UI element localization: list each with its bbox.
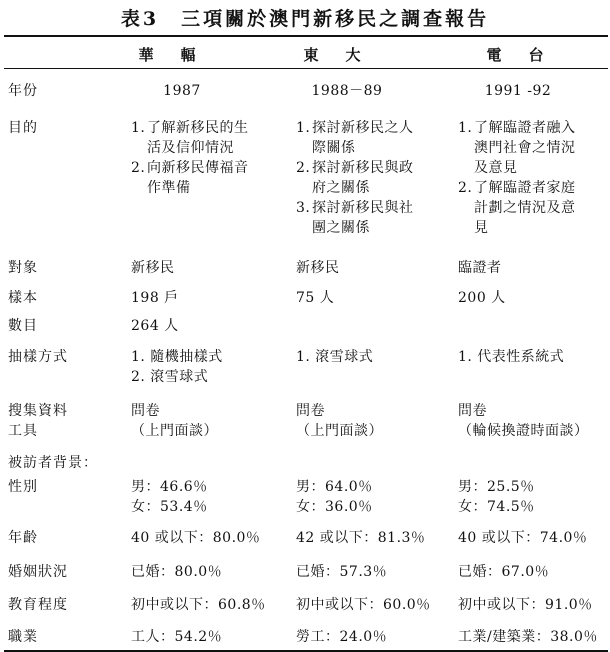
sample-huafu: 198 戶: [131, 290, 179, 306]
row-label-marital: 婚姻狀況: [8, 564, 68, 580]
year-dongda: 1988－89: [311, 83, 383, 99]
row-label-tool: 搜集資料 工具: [8, 403, 68, 439]
sampling-huafu: 1. 隨機抽樣式 2. 滾雪球式: [131, 349, 223, 385]
top-rule: [4, 35, 608, 37]
age-diantai: 40 或以下：74.0％: [458, 530, 588, 546]
column-header-dongda: 東 大: [303, 46, 367, 64]
item-text-line: 際關係: [312, 140, 356, 156]
sample-diantai: 200 人: [458, 290, 506, 306]
gender-diantai: 男：25.5％ 女：74.5％: [458, 479, 535, 515]
education-huafu: 初中或以下：60.8％: [131, 597, 266, 613]
item-text-line: 探討新移民與社: [312, 200, 414, 216]
education-diantai: 初中或以下：91.0％: [458, 597, 593, 613]
item-text-line: 了解臨證者融入: [474, 120, 576, 136]
marital-huafu: 已婚：80.0％: [131, 564, 223, 580]
tool-dongda: 問卷 （上門面談）: [296, 403, 383, 439]
item-text-line: 府之關係: [312, 180, 370, 196]
column-header-diantai: 電 台: [486, 46, 550, 64]
item-number: 2.: [458, 180, 473, 196]
row-label-gender: 性別: [8, 479, 38, 495]
purpose-item: [296, 198, 414, 238]
gender-huafu: 男：46.6％ 女：53.4％: [131, 479, 208, 515]
row-label-subject: 對象: [8, 260, 38, 276]
item-number: 3.: [296, 200, 311, 216]
purpose-list-dongda: [296, 118, 414, 238]
item-number: 2.: [296, 160, 311, 176]
row-label-occupation: 職業: [8, 629, 38, 645]
item-text-line: 計劃之情況及意: [474, 200, 576, 216]
item-text-line: 了解臨證者家庭: [474, 180, 576, 196]
sampling-diantai: 1. 代表性系統式: [458, 349, 565, 365]
item-text-line: 了解新移民的生: [147, 120, 249, 136]
table-title: 表3 三項關於澳門新移民之調查報告: [120, 8, 490, 30]
age-dongda: 42 或以下：81.3％: [296, 530, 426, 546]
count-huafu: 264 人: [131, 318, 179, 334]
age-huafu: 40 或以下：80.0％: [131, 530, 261, 546]
purpose-item: [458, 178, 576, 238]
item-text-line: 及意見: [474, 160, 518, 176]
row-label-sample: 樣本: [8, 290, 38, 306]
row-label-year: 年份: [8, 83, 38, 99]
purpose-item: [131, 158, 249, 198]
subject-diantai: 臨證者: [458, 260, 502, 276]
row-label-background: 被訪者背景：: [8, 455, 98, 471]
row-label-count: 數目: [8, 318, 38, 334]
purpose-list-huafu: [131, 118, 249, 198]
gender-dongda: 男：64.0％ 女：36.0％: [296, 479, 373, 515]
tool-diantai: 問卷 （輪候換證時面談）: [458, 403, 589, 439]
item-number: 1.: [131, 120, 146, 136]
row-label-sampling: 抽樣方式: [8, 349, 68, 365]
education-dongda: 初中或以下：60.0％: [296, 597, 431, 613]
row-label-education: 教育程度: [8, 597, 68, 613]
year-huafu: 1987: [163, 83, 201, 99]
item-number: 2.: [131, 160, 146, 176]
item-text-line: 活及信仰情況: [147, 140, 234, 156]
marital-dongda: 已婚：57.3％: [296, 564, 388, 580]
item-text-line: 見: [474, 220, 489, 236]
item-text-line: 探討新移民之人: [312, 120, 414, 136]
purpose-item: [296, 118, 414, 158]
purpose-item: [131, 118, 249, 158]
occupation-huafu: 工人：54.2％: [131, 629, 223, 645]
item-text-line: 團之關係: [312, 220, 370, 236]
marital-diantai: 已婚：67.0％: [458, 564, 550, 580]
item-number: 1.: [296, 120, 311, 136]
purpose-list-diantai: [458, 118, 576, 238]
item-text-line: 向新移民傳福音: [147, 160, 249, 176]
subject-dongda: 新移民: [296, 260, 340, 276]
row-label-purpose: 目的: [8, 120, 38, 136]
sampling-dongda: 1. 滾雪球式: [296, 349, 374, 365]
column-header-huafu: 華 輻: [138, 46, 202, 64]
occupation-diantai: 工業/建築業：38.0％: [458, 629, 598, 645]
row-label-age: 年齡: [8, 530, 38, 546]
sample-dongda: 75 人: [296, 290, 335, 306]
year-diantai: 1991 -92: [484, 83, 552, 99]
item-text-line: 探討新移民與政: [312, 160, 414, 176]
header-rule: [4, 68, 608, 69]
occupation-dongda: 勞工：24.0％: [296, 629, 388, 645]
item-text-line: 澳門社會之情況: [474, 140, 576, 156]
tool-huafu: 問卷 （上門面談）: [131, 403, 218, 439]
purpose-item: [458, 118, 576, 178]
item-text-line: 作準備: [147, 180, 191, 196]
item-number: 1.: [458, 120, 473, 136]
purpose-item: [296, 158, 414, 198]
subject-huafu: 新移民: [131, 260, 175, 276]
